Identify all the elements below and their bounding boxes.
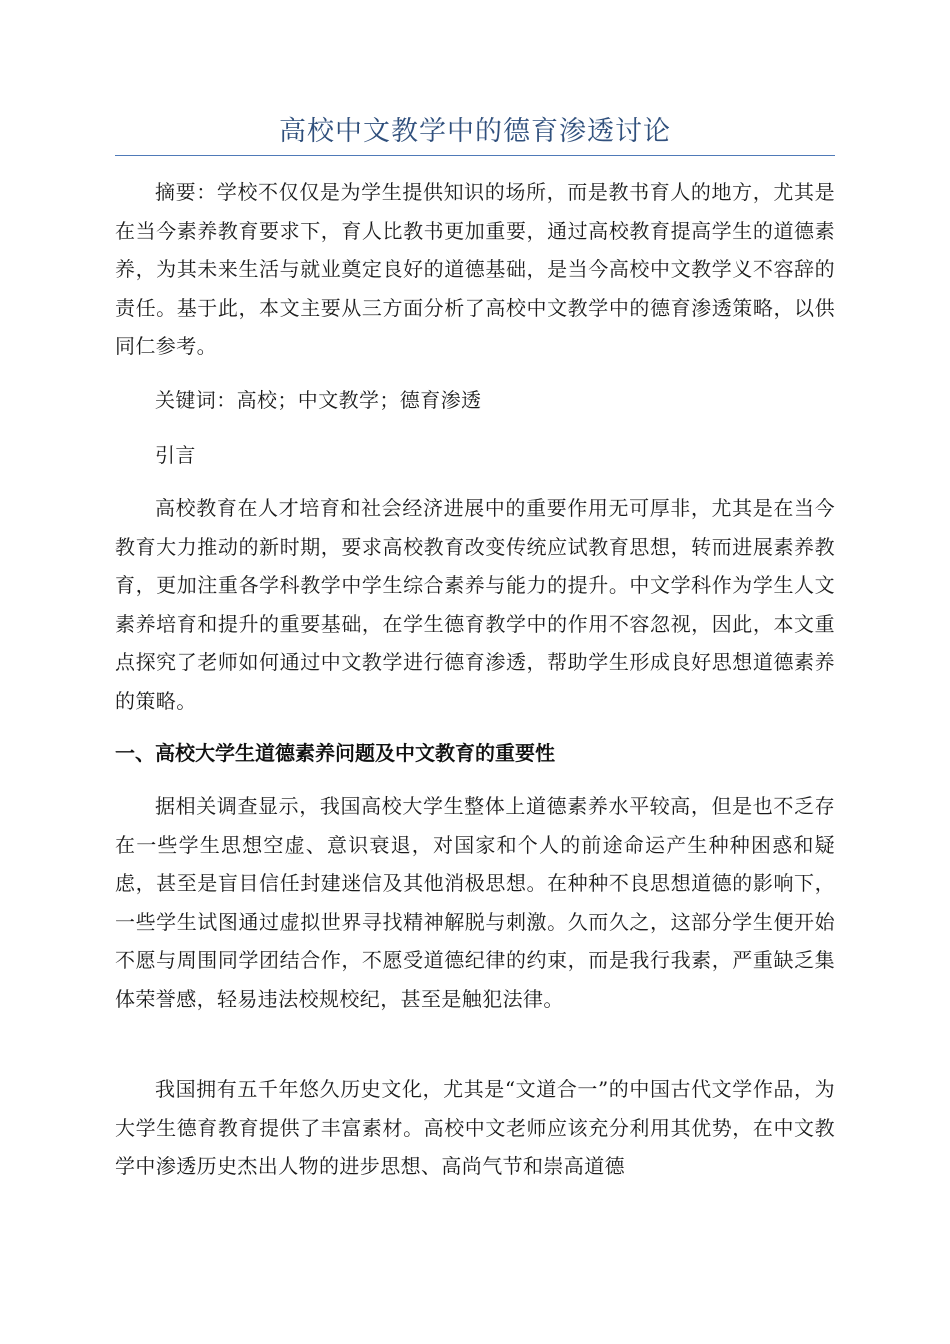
- document-title: 高校中文教学中的德育渗透讨论: [279, 116, 671, 147]
- section1-paragraph-1: 据相关调查显示，我国高校大学生整体上道德素养水平较高，但是也不乏存在一些学生思想空虚、意识衰退，对国家和个人的前途命运产生种种困惑和疑虑，甚至是盲目信任封建迷信及其他消极思想。在种种不良思想道德的影响下，一些学生试图通过虚拟世界寻找精神解脱与刺激。久而久之，这部分学生便开始不愿与周围同学团结合作，不愿受道德纪律的约束，而是我行我素，严重缺乏集体荣誉感，轻易违法校规校纪，甚至是触犯法律。: [115, 794, 835, 1011]
- section1-paragraph-2: 我国拥有五千年悠久历史文化，尤其是“文道合一”的中国古代文学作品，为大学生德育教育提供了丰富素材。高校中文老师应该充分利用其优势，在中文教学中渗透历史杰出人物的进步思想、高尚气节和崇高道德: [115, 1077, 835, 1178]
- title-underline: [115, 155, 835, 156]
- intro-label: 引言: [155, 443, 196, 467]
- abstract-paragraph: 摘要：学校不仅仅是为学生提供知识的场所，而是教书育人的地方，尤其是在当今素养教育要求下，育人比教书更加重要，通过高校教育提高学生的道德素养，为其未来生活与就业奠定良好的道德基础，是当今高校中文教学义不容辞的责任。基于此，本文主要从三方面分析了高校中文教学中的德育渗透策略，以供同仁参考。: [115, 180, 835, 358]
- section-heading: 一、高校大学生道德素养问题及中文教育的重要性: [115, 741, 555, 765]
- intro-paragraph: 高校教育在人才培育和社会经济进展中的重要作用无可厚非，尤其是在当今教育大力推动的新时期，要求高校教育改变传统应试教育思想，转而进展素养教育，更加注重各学科教学中学生综合素养与能力的提升。中文学科作为学生人文素养培育和提升的重要基础，在学生德育教学中的作用不容忽视，因此，本文重点探究了老师如何通过中文教学进行德育渗透，帮助学生形成良好思想道德素养的策略。: [115, 496, 835, 713]
- keywords-line: 关键词：高校；中文教学；德育渗透: [155, 388, 482, 412]
